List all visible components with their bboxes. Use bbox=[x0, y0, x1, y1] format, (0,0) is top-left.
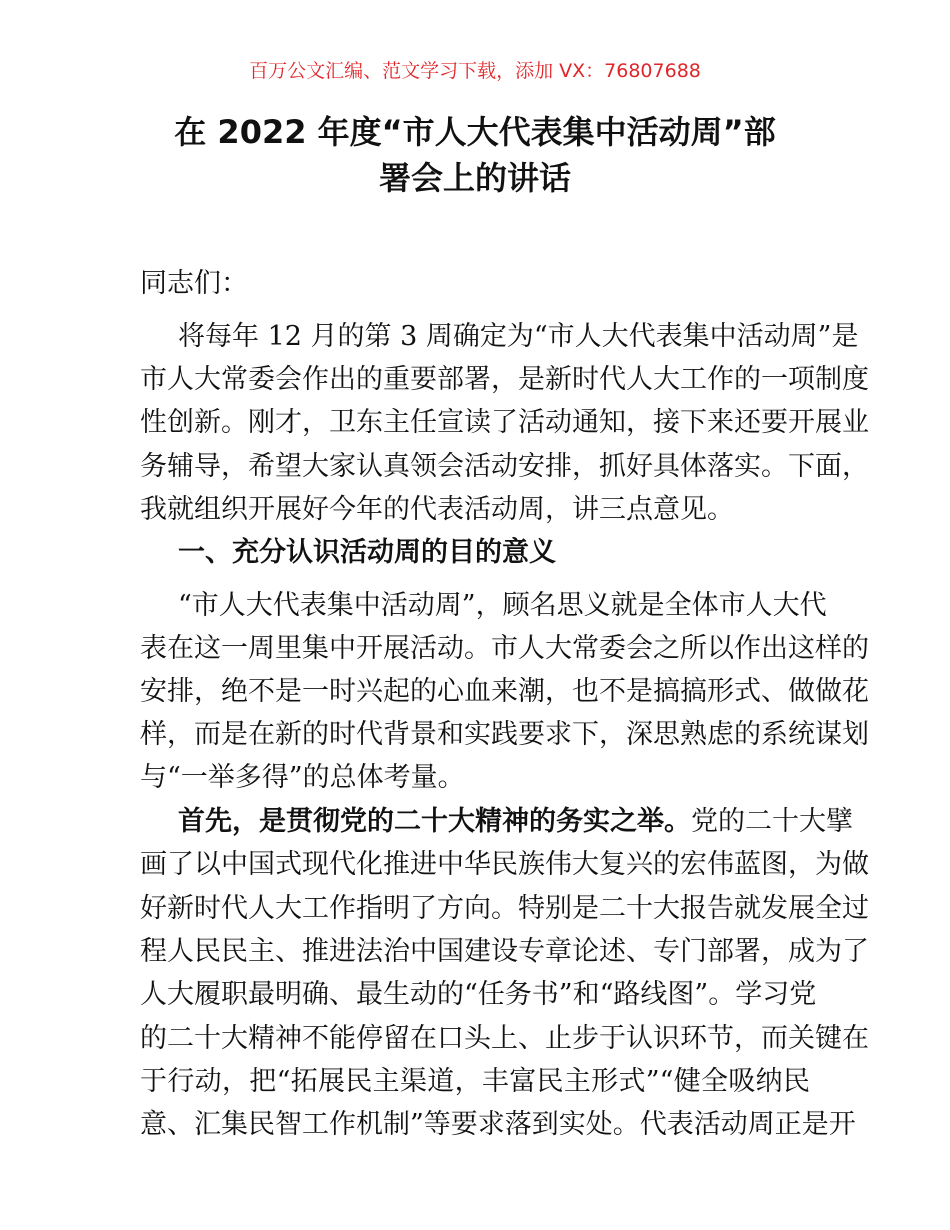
paragraph-3-lead: 首先，是贯彻党的二十大精神的务实之举。 bbox=[178, 806, 691, 837]
paragraph-3-line: 好新时代人大工作指明了方向。特别是二十大报告就发展全过 bbox=[140, 893, 869, 924]
paragraph-1-line: 将每年 12 月的第 3 周确定为“市人大代表集中活动周”是 bbox=[178, 321, 859, 352]
paragraph-1-line: 我就组织开展好今年的代表活动周，讲三点意见。 bbox=[140, 494, 734, 525]
paragraph-3-first-line bbox=[178, 806, 853, 838]
paragraph-3-line: 于行动，把“拓展民主渠道，丰富民主形式”“健全吸纳民 bbox=[140, 1066, 810, 1097]
paragraph-2-line: 与“一举多得”的总体考量。 bbox=[140, 762, 465, 793]
paragraph-1-line: 性创新。刚才，卫东主任宣读了活动通知，接下来还要开展业 bbox=[140, 407, 869, 438]
document-title-line-2: 署会上的讲话 bbox=[378, 159, 571, 197]
paragraph-3-line: 人大履职最明确、最生动的“任务书”和“路线图”。学习党 bbox=[140, 979, 817, 1010]
paragraph-1-line: 市人大常委会作出的重要部署，是新时代人大工作的一项制度 bbox=[140, 364, 869, 395]
section-heading-1: 一、充分认识活动周的目的意义 bbox=[178, 537, 556, 568]
paragraph-3-line: 的二十大精神不能停留在口头上、止步于认识环节，而关键在 bbox=[140, 1023, 869, 1054]
paragraph-2-line: “市人大代表集中活动周”，顾名思义就是全体市人大代 bbox=[178, 590, 827, 621]
paragraph-2-line: 安排，绝不是一时兴起的心血来潮，也不是搞搞形式、做做花 bbox=[140, 676, 869, 707]
paragraph-3-line: 程人民民主、推进法治中国建设专章论述、专门部署，成为了 bbox=[140, 936, 869, 967]
paragraph-3-line: 意、汇集民智工作机制”等要求落到实处。代表活动周正是开 bbox=[140, 1109, 856, 1140]
greeting: 同志们： bbox=[140, 268, 248, 299]
paragraph-2-line: 样，而是在新的时代背景和实践要求下，深思熟虑的系统谋划 bbox=[140, 719, 869, 750]
paragraph-3-line: 画了以中国式现代化推进中华民族伟大复兴的宏伟蓝图，为做 bbox=[140, 849, 869, 880]
document-title-line-1: 在 2022 年度“市人大代表集中活动周”部 bbox=[174, 113, 776, 151]
paragraph-3-first-rest: 党的二十大擘 bbox=[691, 806, 853, 837]
paragraph-1-line: 务辅导，希望大家认真领会活动安排，抓好具体落实。下面， bbox=[140, 451, 869, 482]
watermark-banner: 百万公文汇编、范文学习下载，添加 VX：76807688 bbox=[249, 60, 701, 82]
paragraph-2-line: 表在这一周里集中开展活动。市人大常委会之所以作出这样的 bbox=[140, 633, 869, 664]
